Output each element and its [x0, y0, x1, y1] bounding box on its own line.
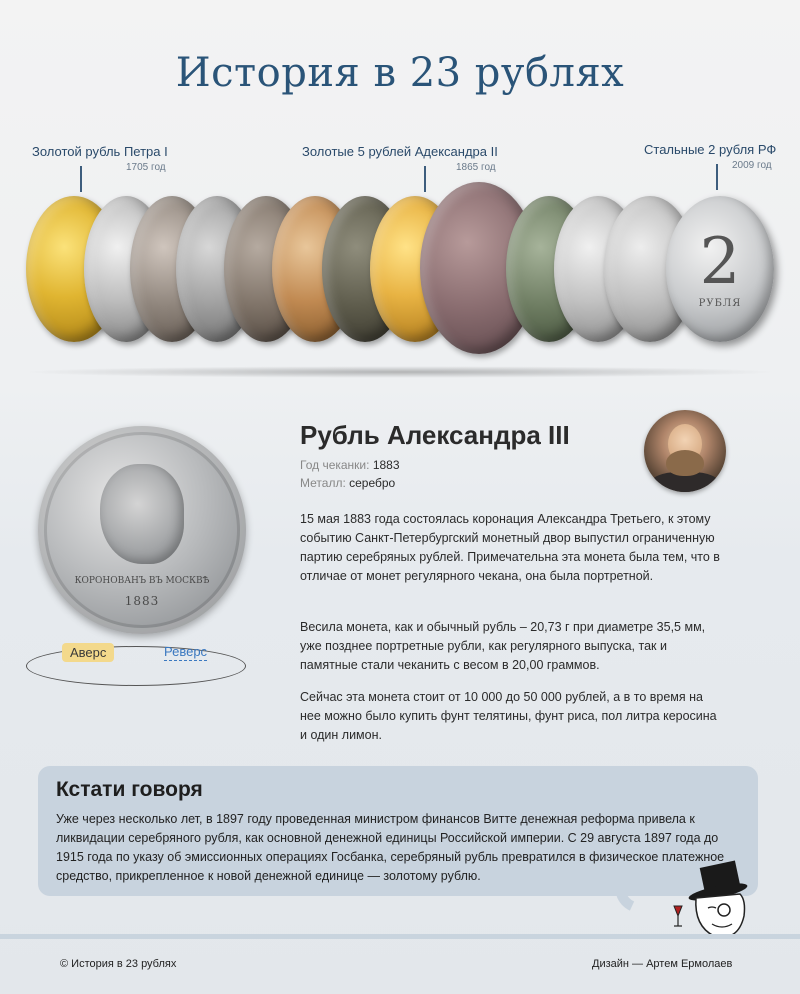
portrait-avatar — [644, 410, 726, 492]
timeline-year-peter: 1705 год — [126, 162, 166, 173]
footer-credit: Дизайн — Артем Ермолаев — [592, 958, 733, 970]
timeline-label-alexander: Золотые 5 рублей Адександра II — [302, 144, 498, 159]
paragraph-1: 15 мая 1883 года состоялась коронация Александра Третьего, к этому событию Санкт-Петербургский монетный двор выпустил ограниченную партию серебряных рублей. Примечательна эта монета была тем, что в отличае от монет регулярного чекана, она была портретной. — [300, 512, 720, 583]
coin-obverse-image — [38, 426, 246, 634]
coin-numeral: 2 — [699, 224, 741, 299]
flip-orbit — [26, 646, 246, 686]
paragraph-2: Весила монета, как и обычный рубль – 20,73 г при диаметре 35,5 мм, уже позднее портретные рубли, как регулярного выпуска, так и памятные стали чеканить с весом в 20,00 граммов. — [300, 620, 706, 672]
timeline-marker-alexander — [424, 166, 426, 192]
coin-caption: РУБЛЯ — [698, 297, 742, 309]
paragraph-3: Сейчас эта монета стоит от 10 000 до 50 000 рублей, а в то время на нее можно было купить фунт телятины, фунт риса, пол литра керосина и один лимон. — [300, 690, 717, 742]
monocle-gentleman-icon — [668, 860, 758, 944]
coin-year-row — [300, 458, 400, 472]
kstati-text: Уже через несколько лет, в 1897 году проведенная министром финансов Витте денежная реформа привела к ликвидации серебряного рубля, как основной денежной единицы Российской империи. С 29 августа 1897 года до 1915 года по указу об эмиссионных операциях Госбанка, серебряный рубль превратился в физическое платежное средство, прикрепленное к новой денежной единице — золотому рублю. — [56, 812, 725, 883]
timeline-year-alexander: 1865 год — [456, 162, 496, 173]
tab-revers[interactable]: Реверс — [164, 644, 208, 659]
coin-year: 1883 — [124, 594, 160, 608]
coin-steel-2-rubles-2009[interactable] — [666, 196, 774, 342]
year-label: Год чеканки: — [300, 458, 370, 472]
timeline-label-peter: Золотой рубль Петра I — [32, 144, 168, 159]
year-value: 1883 — [372, 458, 400, 472]
timeline-label-rf: Стальные 2 рубля РФ — [644, 142, 777, 157]
coin-legend: КОРОНОВАНЪ ВЪ МОСКВѢ — [74, 576, 210, 586]
coin-metal-row — [300, 476, 395, 490]
tab-avers[interactable]: Аверс — [62, 643, 114, 662]
footer-divider — [0, 934, 800, 939]
kstati-heading: Кстати говоря — [56, 778, 203, 801]
timeline-year-rf: 2009 год — [732, 160, 772, 171]
metal-label: Металл: — [300, 476, 346, 490]
timeline-marker-rf — [716, 164, 718, 190]
kstati-panel — [38, 766, 758, 896]
footer-copyright: © История в 23 рублях — [60, 958, 177, 970]
metal-value: серебро — [349, 476, 396, 490]
portrait-beard — [666, 450, 704, 476]
coin-title: Рубль Александра III — [300, 420, 570, 450]
portrait-relief — [100, 464, 184, 564]
page-title: История в 23 рублях — [175, 50, 625, 96]
timeline-marker-peter — [80, 166, 82, 192]
coin-strip-shadow — [20, 366, 780, 378]
